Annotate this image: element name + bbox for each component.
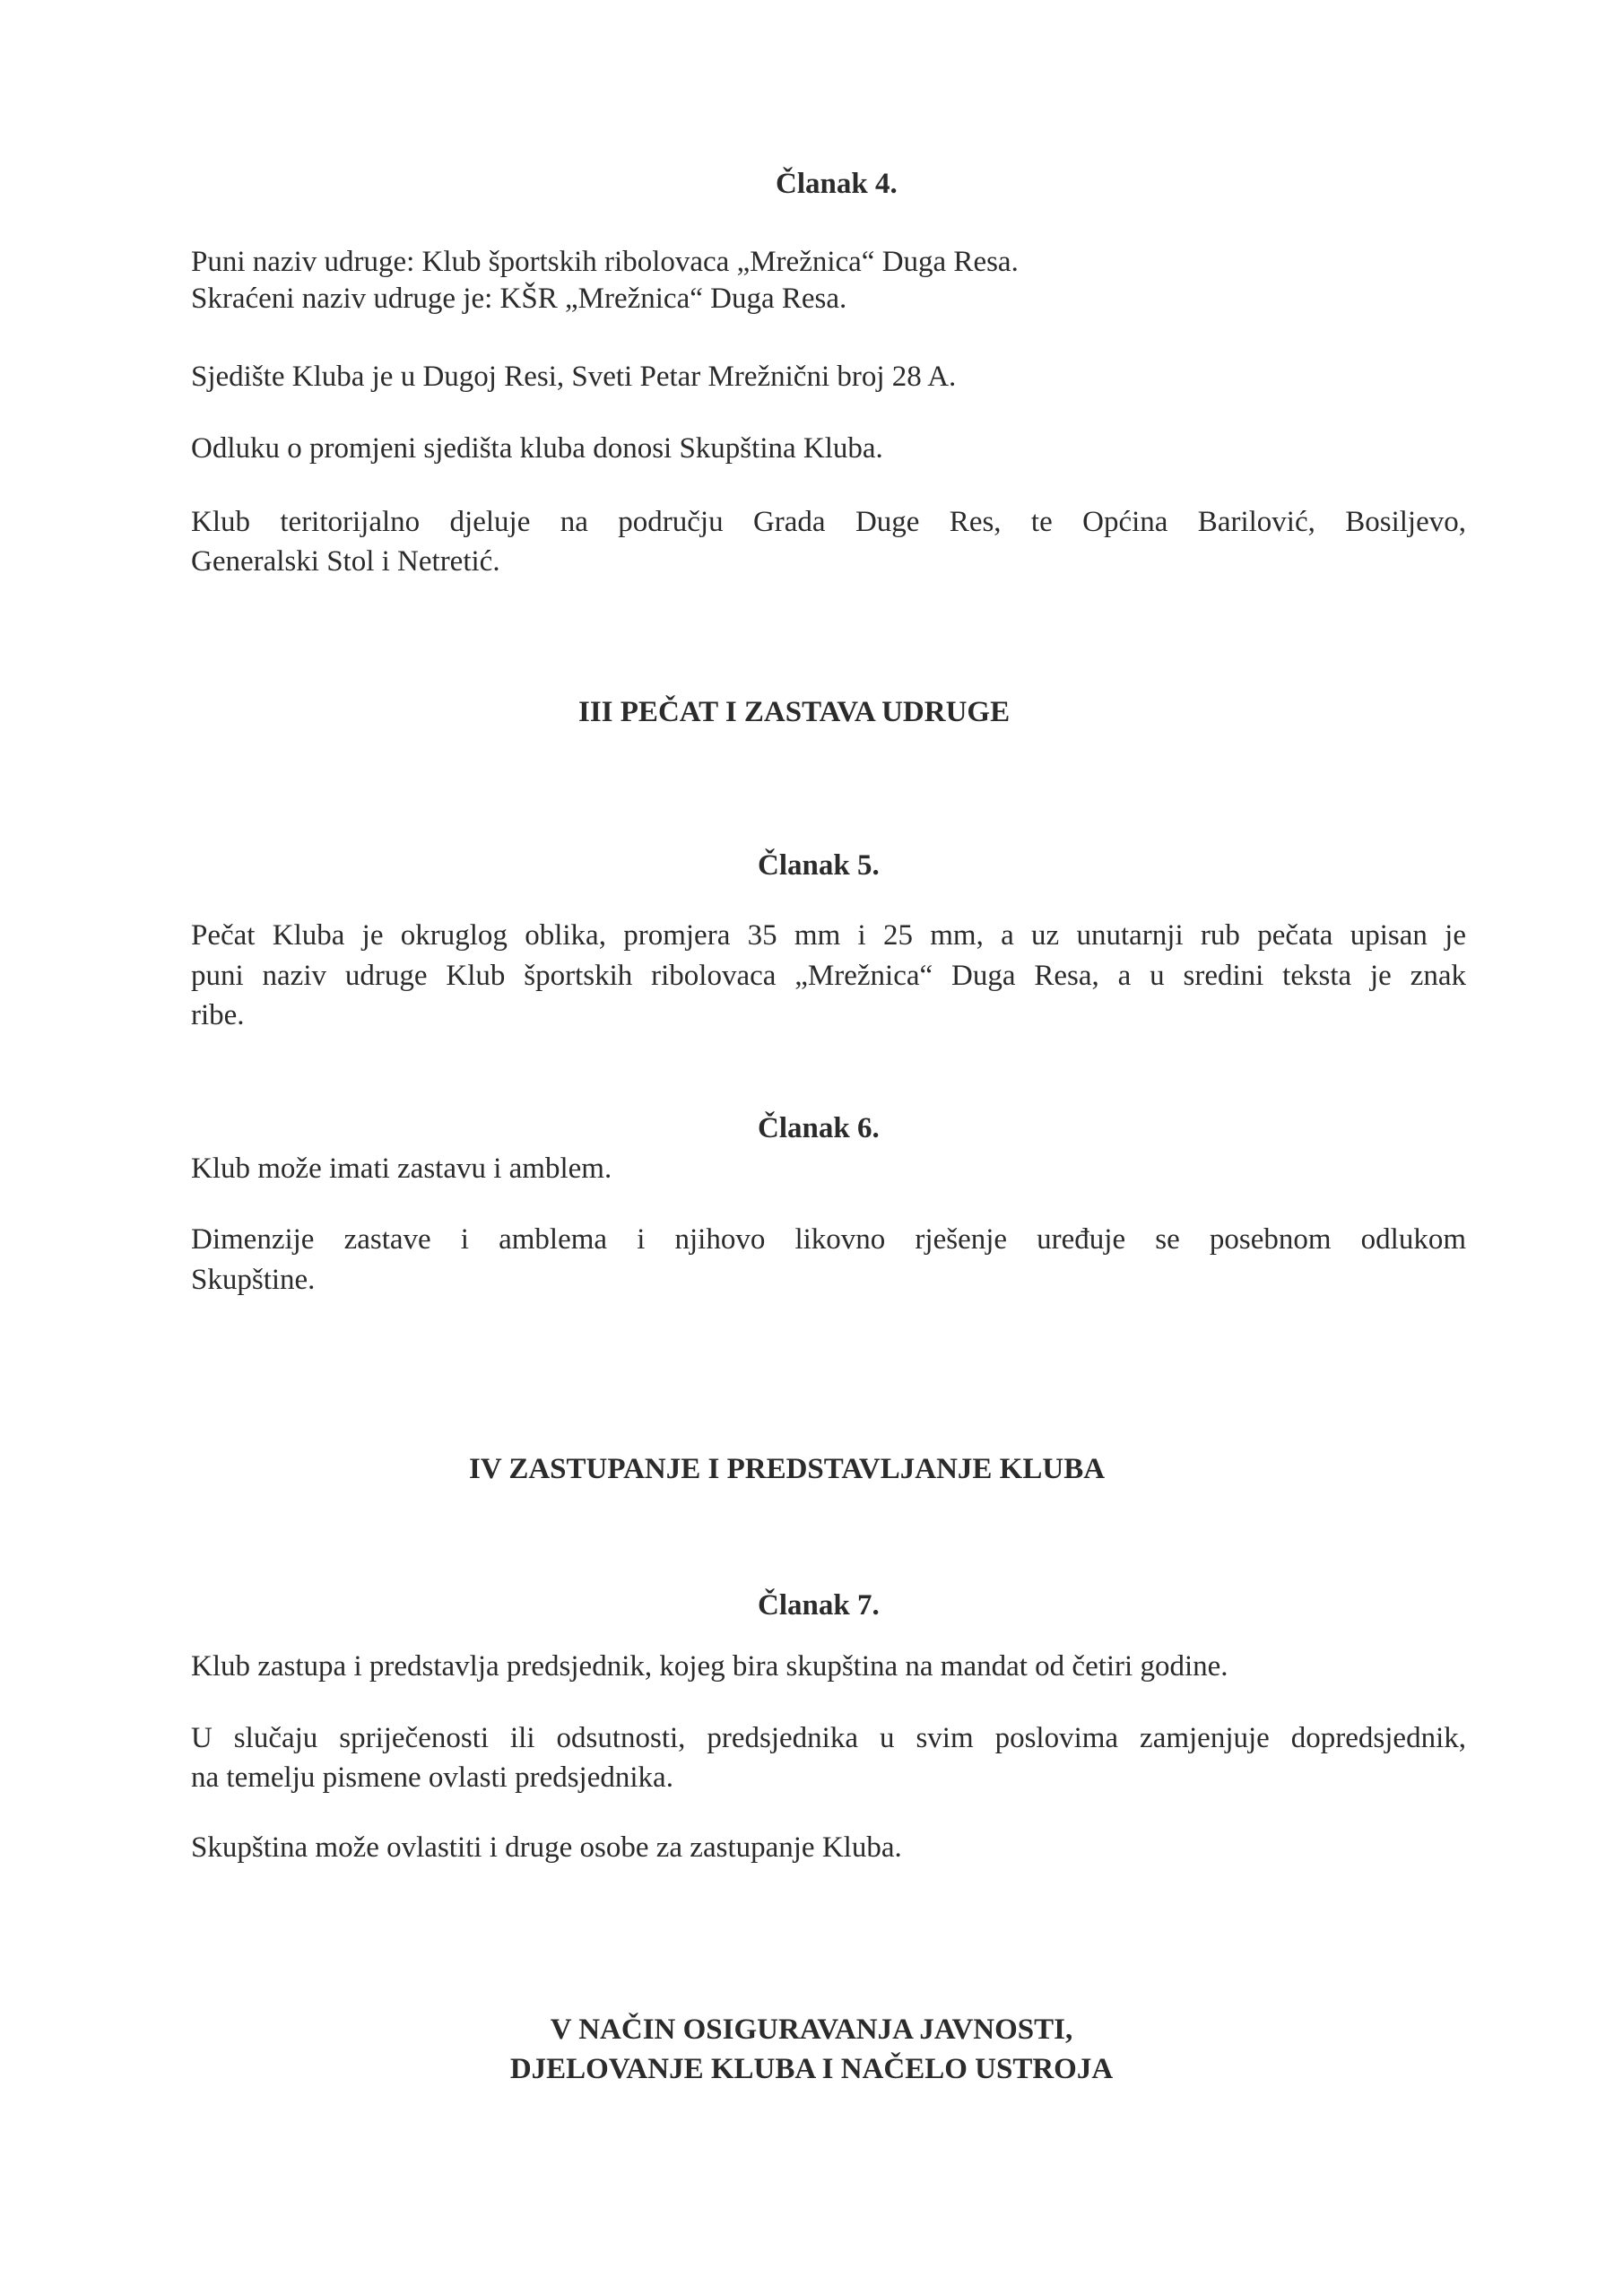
absence-line-1: U slučaju spriječenosti ili odsutnosti, predsjednika u svim poslovima zamjenjuje dopredsjednik, bbox=[191, 1722, 1466, 1754]
seal-line-3: ribe. bbox=[191, 999, 245, 1031]
article-7-title: Članak 7. bbox=[758, 1589, 880, 1622]
absence-line-2: na temelju pismene ovlasti predsjednika. bbox=[191, 1761, 673, 1794]
section-5-heading-line-1: V NAČIN OSIGURAVANJA JAVNOSTI, bbox=[550, 2013, 1073, 2046]
flag-line: Klub može imati zastavu i amblem. bbox=[191, 1152, 612, 1185]
seal-line-1: Pečat Kluba je okruglog oblika, promjera 35 mm i 25 mm, a uz unutarnji rub pečata upisan je bbox=[191, 919, 1466, 952]
territory-line-2: Generalski Stol i Netretić. bbox=[191, 545, 500, 578]
seal-line-2: puni naziv udruge Klub športskih ribolovaca „Mrežnica“ Duga Resa, a u sredini teksta je znak bbox=[191, 960, 1466, 992]
dimensions-line-2: Skupštine. bbox=[191, 1264, 316, 1296]
short-name-line: Skraćeni naziv udruge je: KŠR „Mrežnica“ Duga Resa. bbox=[191, 283, 847, 315]
others-line: Skupština može ovlastiti i druge osobe za zastupanje Kluba. bbox=[191, 1831, 902, 1864]
seat-line: Sjedište Kluba je u Dugoj Resi, Sveti Petar Mrežnični broj 28 A. bbox=[191, 361, 957, 393]
seat-change-line: Odluku o promjeni sjedišta kluba donosi Skupština Kluba. bbox=[191, 432, 883, 465]
article-4-title: Članak 4. bbox=[776, 168, 898, 200]
section-4-heading: IV ZASTUPANJE I PREDSTAVLJANJE KLUBA bbox=[469, 1453, 1106, 1485]
dimensions-line-1: Dimenzije zastave i amblema i njihovo likovno rješenje uređuje se posebnom odlukom bbox=[191, 1223, 1466, 1256]
article-6-title: Članak 6. bbox=[758, 1112, 880, 1144]
section-5-heading-line-2: DJELOVANJE KLUBA I NAČELO USTROJA bbox=[509, 2053, 1114, 2085]
full-name-line: Puni naziv udruge: Klub športskih ribolovaca „Mrežnica“ Duga Resa. bbox=[191, 246, 1019, 278]
representation-line: Klub zastupa i predstavlja predsjednik, kojeg bira skupština na mandat od četiri godine. bbox=[191, 1650, 1228, 1683]
territory-line-1: Klub teritorijalno djeluje na području Grada Duge Res, te Općina Barilović, Bosiljevo, bbox=[191, 506, 1466, 538]
section-3-heading: III PEČAT I ZASTAVA UDRUGE bbox=[578, 696, 1011, 728]
article-5-title: Članak 5. bbox=[758, 849, 880, 882]
